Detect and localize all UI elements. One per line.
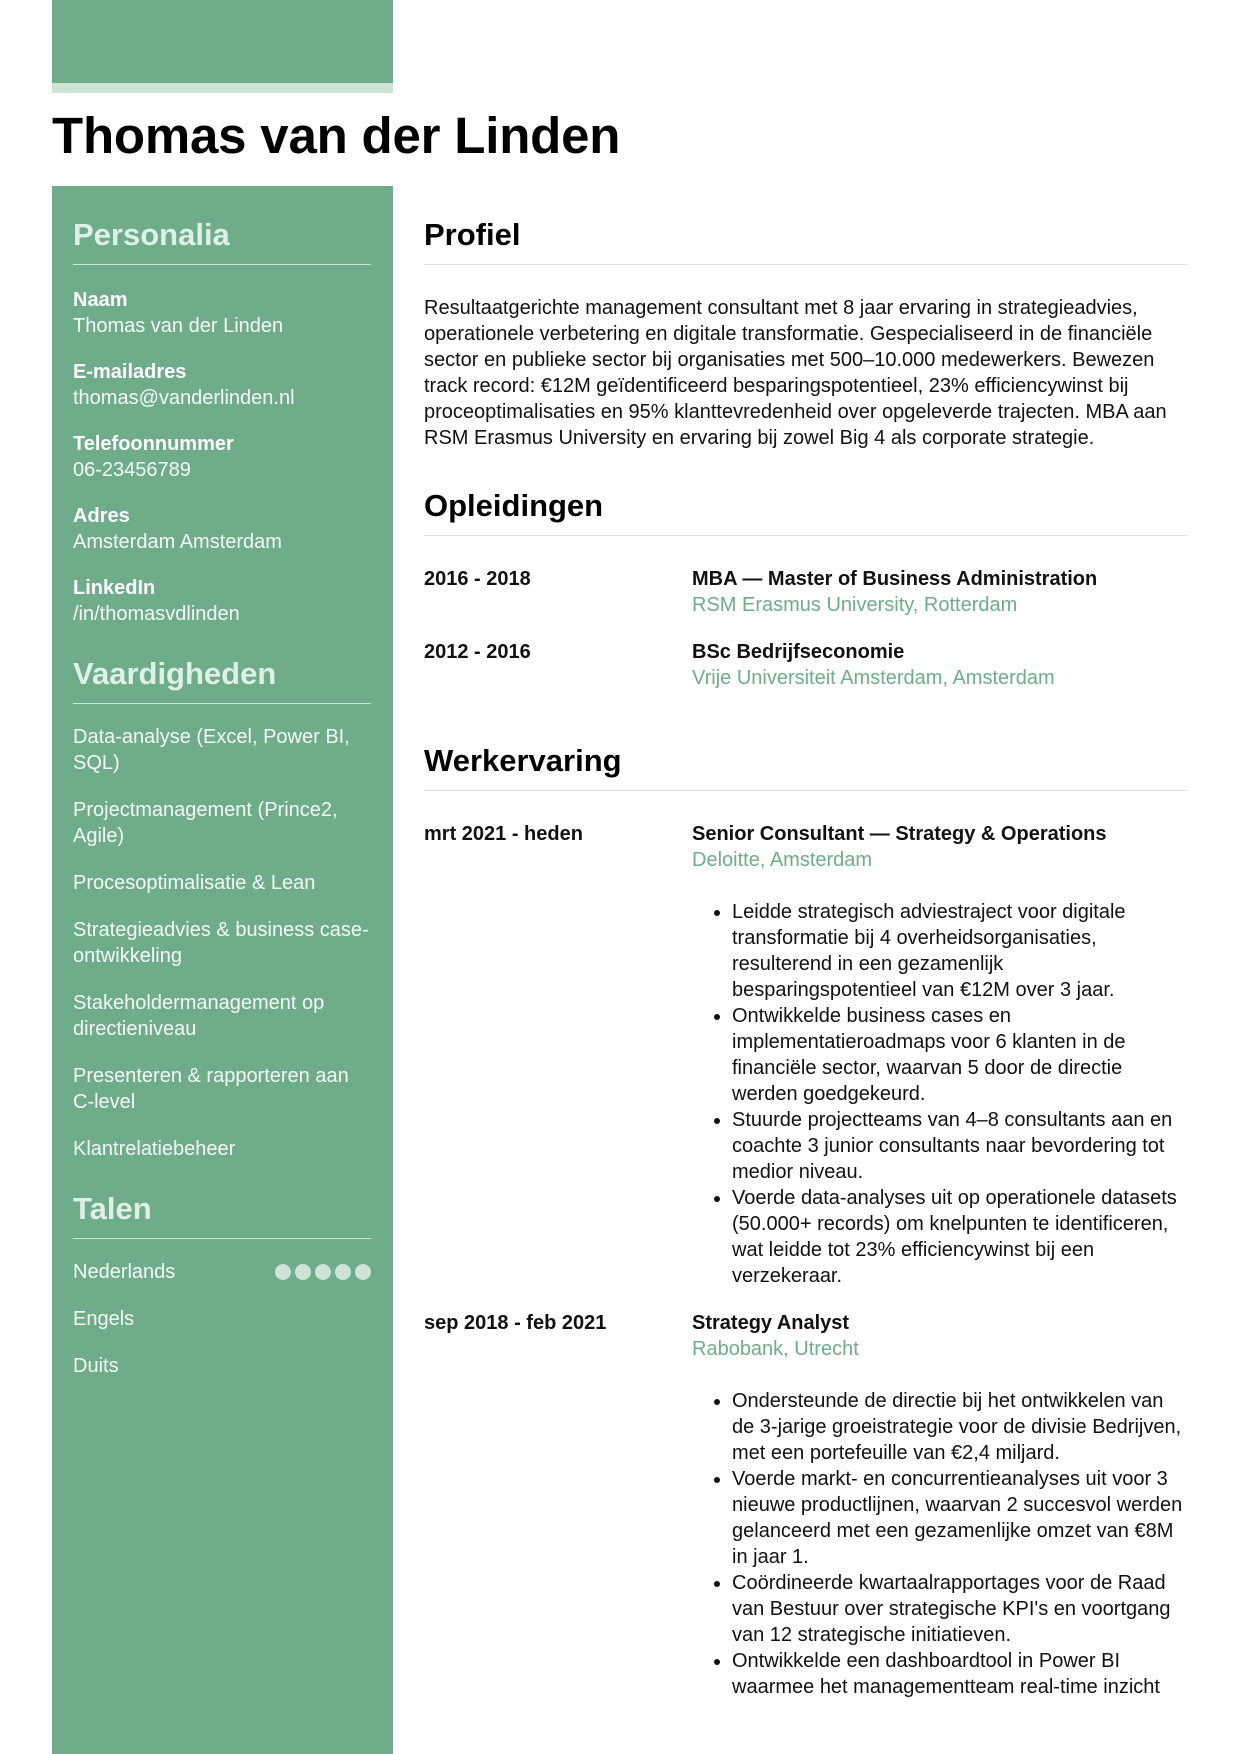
- rating-dot: [355, 1264, 371, 1280]
- personalia-item-phone: [73, 431, 371, 483]
- achievement-item: • Voerde markt- en concurrentieanalyses uit voor 3 nieuwe productlijnen, waarvan 2 succesvol werden gelanceerd met een gezamenlijke omzet van €8M in jaar 1.: [732, 1466, 1188, 1570]
- personalia-heading: Personalia: [73, 218, 371, 265]
- entry-organization: Vrije Universiteit Amsterdam, Amsterdam: [692, 667, 1055, 690]
- languages-list: [73, 1259, 371, 1379]
- skill-item: Procesoptimalisatie & Lean: [73, 872, 316, 895]
- personalia-value: Amsterdam Amsterdam: [73, 531, 282, 554]
- linkedin-link[interactable]: /in/thomasvdlinden: [73, 603, 240, 626]
- experience-heading: Werkervaring: [424, 712, 1188, 791]
- experience-entry: [424, 821, 1188, 1289]
- experience-entry: [424, 1310, 1188, 1700]
- achievement-list: [692, 899, 1188, 1289]
- entry-date: 2016 - 2018: [424, 568, 531, 591]
- personalia-item-name: [73, 287, 371, 339]
- entry-title: Strategy Analyst: [692, 1312, 850, 1335]
- personalia-label: Adres: [73, 505, 130, 528]
- personalia-label: LinkedIn: [73, 577, 156, 600]
- email-link[interactable]: thomas@vanderlinden.nl: [73, 387, 295, 410]
- achievement-item: • Ondersteunde de directie bij het ontwikkelen van de 3-jarige groeistrategie voor de divisie Bedrijven, met een portefeuille van €2,4 miljard.: [732, 1388, 1188, 1466]
- personalia-item-address: [73, 503, 371, 555]
- skills-heading: Vaardigheden: [73, 657, 371, 704]
- skill-item: Strategieadvies & business case-ontwikkeling: [73, 919, 369, 968]
- rating-dot: [295, 1264, 311, 1280]
- personalia-label: Naam: [73, 289, 128, 312]
- achievement-item: • Coördineerde kwartaalrapportages voor de Raad van Bestuur over strategische KPI's en voortgang van 12 strategische initiatieven.: [732, 1570, 1188, 1648]
- achievement-item: • Stuurde projectteams van 4–8 consultants aan en coachte 3 junior consultants naar bevordering tot medior niveau.: [732, 1107, 1188, 1185]
- skill-item: Projectmanagement (Prince2, Agile): [73, 799, 338, 848]
- sidebar: [52, 186, 393, 1754]
- experience-list: [424, 821, 1188, 1700]
- entry-date: sep 2018 - feb 2021: [424, 1312, 607, 1335]
- entry-title: MBA — Master of Business Administration: [692, 568, 1098, 591]
- education-entry: [424, 639, 1188, 691]
- skill-item: Data-analyse (Excel, Power BI, SQL): [73, 726, 350, 775]
- education-entry: [424, 566, 1188, 618]
- languages-heading: Talen: [73, 1192, 371, 1239]
- education-list: [424, 566, 1188, 691]
- personalia-value: Thomas van der Linden: [73, 315, 284, 338]
- language-item: [73, 1353, 371, 1379]
- achievement-list: [692, 1388, 1188, 1700]
- entry-organization: Deloitte, Amsterdam: [692, 849, 873, 872]
- entry-date: 2012 - 2016: [424, 641, 531, 664]
- language-item: [73, 1306, 371, 1332]
- achievement-item: • Voerde data-analyses uit op operationele datasets (50.000+ records) om knelpunten te identificeren, wat leidde tot 23% efficiencywinst bij een verzekeraar.: [732, 1185, 1188, 1289]
- profile-heading: Profiel: [424, 186, 1188, 265]
- skill-item: Klantrelatiebeheer: [73, 1138, 236, 1161]
- header-accent-line: [52, 83, 393, 93]
- language-item: [73, 1259, 371, 1285]
- personalia-value: 06-23456789: [73, 459, 191, 482]
- skill-item: Stakeholdermanagement op directieniveau: [73, 992, 325, 1041]
- language-name: Duits: [73, 1355, 119, 1378]
- candidate-name: Thomas van der Linden: [52, 107, 621, 164]
- language-level-rating: [275, 1264, 371, 1280]
- header-accent-band: [52, 0, 393, 83]
- personalia-item-email: [73, 359, 371, 411]
- education-heading: Opleidingen: [424, 457, 1188, 536]
- achievement-item: • Ontwikkelde een dashboardtool in Power BI waarmee het managementteam real-time inzicht: [732, 1648, 1188, 1700]
- rating-dot: [335, 1264, 351, 1280]
- personalia-list: [73, 287, 371, 627]
- personalia-label: Telefoonnummer: [73, 433, 234, 456]
- entry-organization: Rabobank, Utrecht: [692, 1338, 859, 1361]
- language-name: Nederlands: [73, 1261, 176, 1284]
- skill-item: Presenteren & rapporteren aan C-level: [73, 1065, 349, 1114]
- profile-text: Resultaatgerichte management consultant met 8 jaar ervaring in strategieadvies, operationele verbetering en digitale transformatie. Gespecialiseerd in de financiële sector en publieke sector bij organisaties met 500–10.000 medewerkers. Bewezen track record: €12M geïdentificeerd besparingspotentieel, 23% efficiencywinst bij proceoptimalisaties en 95% klanttevredenheid over opgeleverde trajecten. MBA aan RSM Erasmus University en ervaring bij zowel Big 4 als corporate strategie.: [424, 297, 1167, 450]
- entry-title: Senior Consultant — Strategy & Operations: [692, 823, 1107, 846]
- rating-dot: [275, 1264, 291, 1280]
- entry-organization: RSM Erasmus University, Rotterdam: [692, 594, 1018, 617]
- entry-title: BSc Bedrijfseconomie: [692, 641, 905, 664]
- achievement-item: • Leidde strategisch adviestraject voor digitale transformatie bij 4 overheidsorganisaties, resulterend in een gezamenlijk besparingspotentieel van €12M over 3 jaar.: [732, 899, 1188, 1003]
- language-name: Engels: [73, 1308, 135, 1331]
- achievement-item: • Ontwikkelde business cases en implementatieroadmaps voor 6 klanten in de financiële sector, waarvan 5 door de directie werden goedgekeurd.: [732, 1003, 1188, 1107]
- personalia-item-linkedin: [73, 575, 371, 627]
- rating-dot: [315, 1264, 331, 1280]
- main-content: [424, 186, 1188, 1721]
- personalia-label: E-mailadres: [73, 361, 187, 384]
- skills-list: [73, 724, 371, 1162]
- entry-date: mrt 2021 - heden: [424, 823, 583, 846]
